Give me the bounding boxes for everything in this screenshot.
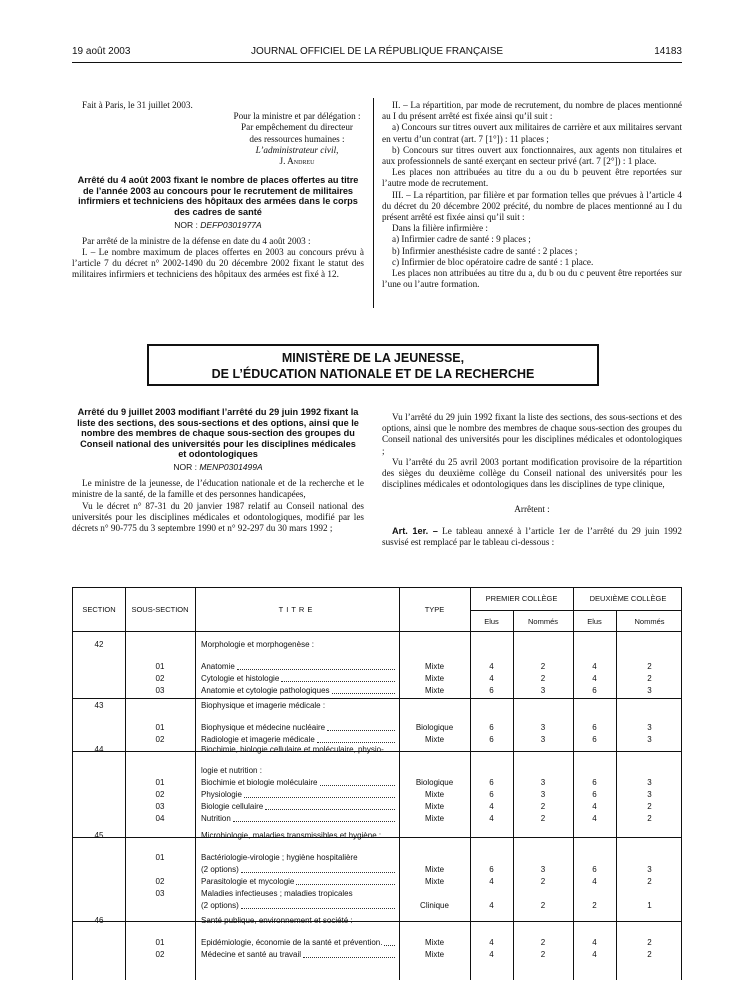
signature-line: des ressources humaines : [249, 133, 345, 144]
cell-nommes-2: 3 [647, 735, 652, 744]
cnu-table [72, 587, 682, 980]
header-date: 19 août 2003 [72, 46, 131, 57]
table-hline [73, 631, 681, 632]
cell-titre: (2 options) [201, 865, 395, 875]
cell-elus-2: 6 [592, 735, 597, 744]
cell-titre: Biochimie et biologie moléculaire [201, 778, 395, 788]
cell-elus-1: 4 [489, 950, 494, 959]
article-text: Le tableau annexé à l’article 1er de l’arrêté du 29 juin 1992 susvisé est remplacé par le tableau ci-dessous : [382, 525, 682, 547]
cell-elus-1: 6 [489, 686, 494, 695]
cell-sous-section: 03 [155, 802, 165, 811]
cell-nommes-1: 2 [540, 814, 546, 823]
cell-elus-2: 4 [592, 674, 597, 683]
cell-nommes-1: 3 [540, 790, 546, 799]
paragraph: a) Concours sur titres ouvert aux militaires de carrière et aux militaires servant en vertu d’un contrat (art. 7 [1°]) : 11 places ; [382, 122, 682, 144]
cell-nommes-1: 2 [540, 674, 546, 683]
column-divider [373, 98, 374, 308]
cell-elus-2: 4 [592, 662, 597, 671]
cell-elus-1: 6 [489, 865, 494, 874]
cell-titre: Radiologie et imagerie médicale [201, 735, 395, 745]
cell-nommes-1: 2 [540, 662, 546, 671]
cell-sous-section: 01 [155, 853, 165, 862]
cell-elus-1: 4 [489, 802, 494, 811]
nor-code: MENP0301499A [199, 461, 263, 472]
header-premier-college: PREMIER COLLÈGE [485, 594, 558, 603]
signature-line: Pour la ministre et par délégation : [233, 111, 361, 122]
cell-nommes-2: 3 [647, 723, 652, 732]
cell-type: Mixte [424, 950, 445, 959]
header-elus-1: Elus [484, 617, 499, 626]
cell-type: Mixte [424, 938, 445, 947]
article-paragraph [382, 526, 682, 548]
cell-elus-1: 4 [489, 674, 494, 683]
cell-titre: Médecine et santé au travail [201, 950, 395, 960]
header-nommes-2: Nommés [634, 617, 665, 626]
left-mid-column [72, 407, 364, 534]
cell-titre: Epidémiologie, économie de la santé et prévention. [201, 938, 395, 948]
cell-elus-1: 4 [489, 901, 494, 910]
cell-titre: Biochimie, biologie cellulaire et moléculaire, physio- [201, 745, 384, 754]
cell-sous-section: 01 [155, 778, 165, 787]
header-nommes-1: Nommés [527, 617, 558, 626]
cell-elus-2: 2 [592, 901, 597, 910]
cell-nommes-1: 3 [540, 735, 546, 744]
cell-nommes-2: 3 [647, 686, 652, 695]
fait-line: Fait à Paris, le 31 juillet 2003. [82, 100, 193, 110]
cell-sous-section: 02 [155, 674, 165, 683]
cell-elus-2: 4 [592, 950, 597, 959]
paragraph: Les places non attribuées au titre du a ou du b peuvent être reportées sur l’autre mode de recrutement. [382, 167, 682, 189]
cell-elus-2: 6 [592, 723, 597, 732]
cell-elus-2: 4 [592, 802, 597, 811]
cell-sous-section: 03 [155, 889, 165, 898]
cell-section: 46 [94, 916, 104, 925]
cell-nommes-2: 2 [647, 674, 652, 683]
header-titre: TITRE [278, 605, 316, 614]
cell-nommes-2: 2 [647, 802, 652, 811]
right-top-column [382, 100, 682, 290]
arrete-title-education: Arrêté du 9 juillet 2003 modifiant l’arrêté du 29 juin 1992 fixant la liste des sections, des sous-sections et des options, ainsi que le nombre des membres de chaque sous-section des groupes du Conseil national des universités pour les disciplines médicales et odontologiques [77, 407, 359, 460]
cell-sous-section: 02 [155, 950, 165, 959]
cell-section: 42 [94, 640, 104, 649]
cell-titre: Anatomie et cytologie pathologiques [201, 686, 395, 696]
cell-titre: Cytologie et histologie [201, 674, 395, 684]
paragraph: c) Infirmier de bloc opératoire cadre de santé : 1 place. [392, 256, 594, 267]
signature-line: Par empêchement du directeur [241, 122, 353, 133]
cell-elus-1: 6 [489, 723, 494, 732]
cell-nommes-1: 3 [540, 865, 546, 874]
cell-nommes-2: 1 [647, 901, 652, 910]
cell-nommes-2: 2 [647, 662, 652, 671]
cell-elus-1: 4 [489, 877, 494, 886]
header-title: JOURNAL OFFICIEL DE LA RÉPUBLIQUE FRANÇAISE [250, 46, 504, 57]
cell-type: Mixte [424, 674, 445, 683]
cell-type: Mixte [424, 814, 445, 823]
paragraph: b) Concours sur titres ouvert aux fonctionnaires, aux agents non titulaires et aux professionnels de santé exerçant en secteur privé (art. 7 [2°]) : 1 place. [382, 144, 682, 167]
nor-education [72, 462, 364, 473]
paragraph: II. – La répartition, par mode de recrutement, du nombre de places mentionné au I du présent arrêté est fixée ainsi qu’il suit : [382, 100, 682, 122]
cell-nommes-1: 3 [540, 686, 546, 695]
header-type: TYPE [424, 605, 445, 614]
cell-nommes-2: 3 [647, 865, 652, 874]
cell-section: 43 [94, 701, 104, 710]
cell-nommes-1: 2 [540, 950, 546, 959]
header-elus-2: Elus [587, 617, 602, 626]
cell-nommes-1: 3 [540, 723, 546, 732]
cell-sous-section: 02 [155, 877, 165, 886]
cell-sous-section: 04 [155, 814, 165, 823]
cell-elus-2: 4 [592, 877, 597, 886]
cell-titre: Physiologie [201, 790, 395, 800]
cell-type: Mixte [424, 802, 445, 811]
signature-name: J. Andreu [279, 156, 315, 167]
cell-type: Clinique [420, 901, 449, 910]
paragraph: Vu l’arrêté du 29 juin 1992 fixant la liste des sections, des sous-sections et des options, ainsi que le nombre des membres de chaque sous-section des groupes du Conseil national des universités pour les disciplines médicales et odontologiques ; [382, 412, 682, 456]
cell-nommes-1: 2 [540, 877, 546, 886]
header-sous-section: SOUS-SECTION [131, 605, 189, 614]
cell-type: Mixte [424, 877, 445, 886]
arrete-title-defense: Arrêté du 4 août 2003 fixant le nombre de places offertes au titre de l’année 2003 au concours pour le recrutement de militaires infirmiers et techniciens des hôpitaux des armées dans le corps des cadres de santé [77, 175, 359, 217]
cell-elus-2: 4 [592, 814, 597, 823]
cell-section: 45 [94, 831, 104, 840]
cell-elus-1: 4 [489, 814, 494, 823]
cell-elus-2: 4 [592, 938, 597, 947]
paragraph: I. – Le nombre maximum de places offertes en 2003 au concours prévu à l’article 7 du décret n° 2002-1490 du 20 décembre 2002 fixant le statut des militaires infirmiers et techniciens des hôpitaux des armées est fixé à 12. [72, 247, 364, 280]
cell-elus-1: 6 [489, 790, 494, 799]
cell-sous-section: 01 [155, 723, 165, 732]
cell-titre: Microbiologie, maladies transmissibles et hygiène : [201, 831, 382, 840]
cell-titre: Morphologie et morphogenèse : [201, 640, 314, 649]
cell-titre: Biophysique et médecine nucléaire [201, 723, 395, 733]
cell-nommes-1: 2 [540, 938, 546, 947]
paragraph: III. – La répartition, par filière et par formation telles que prévues à l’article 4 du décret du 20 décembre 2002 précité, du nombre de places mentionné au I du présent arrêté est fixée ainsi qu’il suit : [382, 189, 682, 223]
page-header [72, 46, 682, 64]
cell-sous-section: 03 [155, 686, 165, 695]
nor-label: NOR : [173, 461, 200, 472]
cell-titre: Parasitologie et mycologie [201, 877, 395, 887]
header-deuxieme-college: DEUXIÈME COLLÈGE [589, 594, 667, 603]
signature-line: L’administrateur civil, [255, 144, 339, 155]
cell-sous-section: 01 [155, 938, 165, 947]
header-rule [72, 62, 682, 63]
cell-type: Mixte [424, 686, 445, 695]
ministry-line: MINISTÈRE DE LA JEUNESSE, [281, 351, 465, 365]
cell-type: Mixte [424, 865, 445, 874]
ministry-heading-box [147, 344, 599, 386]
cell-elus-1: 4 [489, 938, 494, 947]
cell-nommes-2: 2 [647, 950, 652, 959]
cell-titre: logie et nutrition : [201, 766, 262, 775]
cell-nommes-2: 2 [647, 814, 652, 823]
cell-elus-2: 6 [592, 778, 597, 787]
paragraph: Les places non attribuées au titre du a, du b ou du c peuvent être reportées sur l’une ou l’autre formation. [382, 268, 682, 290]
cell-nommes-1: 2 [540, 901, 546, 910]
cell-type: Mixte [424, 790, 445, 799]
cell-nommes-1: 3 [540, 778, 546, 787]
cell-elus-2: 6 [592, 790, 597, 799]
cell-nommes-2: 3 [647, 778, 652, 787]
arretent-line: Arrêtent : [514, 504, 550, 515]
cell-titre: Santé publique, environnement et société : [201, 916, 353, 925]
nor-code: DEFP0301977A [200, 219, 262, 230]
cell-section: 44 [94, 745, 104, 754]
article-label: Art. 1er. – [392, 525, 438, 536]
paragraph: Par arrêté de la ministre de la défense en date du 4 août 2003 : [82, 235, 311, 246]
ministry-line: DE L’ÉDUCATION NATIONALE ET DE LA RECHERCHE [211, 367, 535, 381]
cell-elus-1: 4 [489, 662, 494, 671]
nor-defense [72, 220, 364, 231]
nor-label: NOR : [174, 219, 201, 230]
paragraph: b) Infirmier anesthésiste cadre de santé : 2 places ; [392, 245, 578, 256]
cell-type: Mixte [424, 735, 445, 744]
table-hline [470, 610, 681, 611]
cell-sous-section: 01 [155, 662, 165, 671]
signature-block [222, 111, 372, 167]
cell-elus-1: 6 [489, 778, 494, 787]
cell-type: Biologique [415, 723, 454, 732]
cell-nommes-2: 3 [647, 790, 652, 799]
left-top-column [72, 100, 364, 281]
cell-titre: Biophysique et imagerie médicale : [201, 701, 326, 710]
cell-titre: Maladies infectieuses ; maladies tropicales [201, 889, 353, 898]
cell-titre: Bactériologie-virologie ; hygiène hospitalière [201, 853, 358, 862]
cell-elus-2: 6 [592, 686, 597, 695]
cell-elus-1: 6 [489, 735, 494, 744]
paragraph: Vu l’arrêté du 25 avril 2003 portant modification provisoire de la répartition des sièges du deuxième collège du Conseil national des universités pour les disciplines médicales et odontologiques dans les disciplines de type clinique, [382, 456, 682, 490]
cell-nommes-1: 2 [540, 802, 546, 811]
cell-titre: (2 options) [201, 901, 395, 911]
cell-type: Mixte [424, 662, 445, 671]
cell-sous-section: 02 [155, 790, 165, 799]
cell-type: Biologique [415, 778, 454, 787]
cell-titre: Anatomie [201, 662, 395, 672]
paragraph: a) Infirmier cadre de santé : 9 places ; [392, 234, 531, 245]
paragraph: Vu le décret n° 87-31 du 20 janvier 1987 relatif au Conseil national des universités pour les disciplines médicales et odontologiques, modifié par les décrets n° 90-775 du 3 septembre 1990 et n° 92-297 du 30 mars 1992 ; [72, 500, 364, 533]
cell-elus-2: 6 [592, 865, 597, 874]
cell-titre: Biologie cellulaire [201, 802, 395, 812]
header-page-number: 14183 [654, 46, 682, 57]
cell-nommes-2: 2 [647, 877, 652, 886]
paragraph: Dans la filière infirmière : [392, 223, 488, 234]
paragraph: Le ministre de la jeunesse, de l’éducation nationale et de la recherche et le ministre de la santé, de la famille et des personnes handicapées, [72, 478, 364, 500]
cell-sous-section: 02 [155, 735, 165, 744]
header-section: SECTION [82, 605, 116, 614]
cell-titre: Nutrition [201, 814, 395, 824]
cell-nommes-2: 2 [647, 938, 652, 947]
group-separator [73, 698, 681, 699]
right-mid-column [382, 412, 682, 548]
